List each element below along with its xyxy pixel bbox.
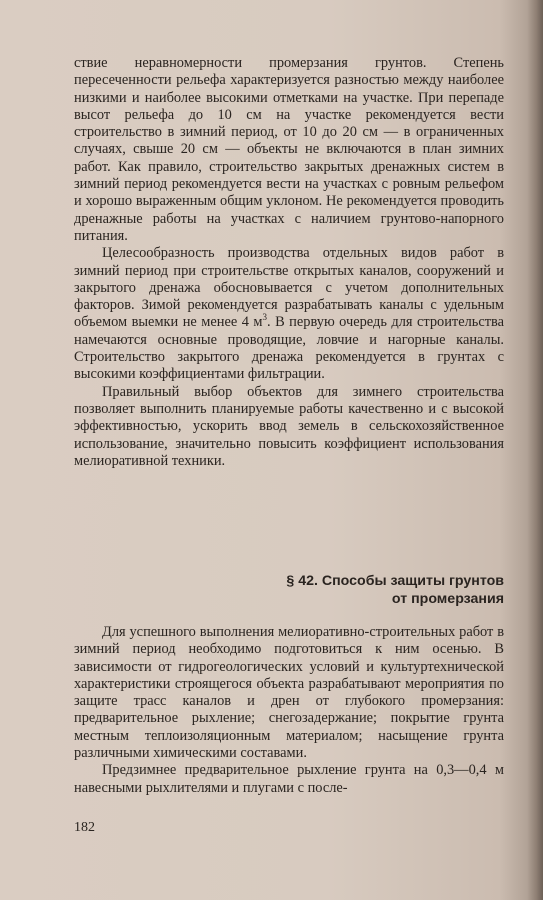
paragraph-2-part-a: Целесообразность производства отдельных видов работ в зимний период при строительстве открытых каналов, сооружений и закрытого дренажа обосновывается с учетом дополнительных факторов. Зимой рекомендуется разрабатывать каналы с удельным объемом выемки не менее 4 м [74, 245, 504, 331]
page-number: 182 [74, 820, 95, 835]
paragraph-2-part-b: . В первую очередь для строительства намечаются основные проводящие, ловчие и нагорные каналы. Строительство закрытого дренажа рекомендуется в грунтах с высокими коэффициентами фильтрации. [74, 314, 504, 383]
paragraph-5: Предзимнее предварительное рыхление грунта на 0,3—0,4 м навесными рыхлителями и плугами с после- [74, 762, 504, 796]
section-heading-line-2: от промерзания [391, 591, 504, 607]
paragraph-2 [74, 245, 504, 383]
section-heading-line-1: § 42. Способы защиты грунтов [286, 573, 504, 589]
text-block-top [74, 55, 504, 470]
paragraph-4: Для успешного выполнения мелиоративно-строительных работ в зимний период необходимо подготовиться к ним осенью. В зависимости от гидрогеологических условий и культуртехнической характеристики строящегося объекта разрабатывают мероприятия по защите трасс каналов и дрен от глубокого промерзания: предварительное рыхление; снегозадержание; покрытие грунта местным теплоизоляционным материалом; насыщение грунта различными химическими составами. [74, 624, 504, 762]
section-heading [74, 572, 504, 608]
text-block-bottom [74, 624, 504, 797]
superscript-3: 3 [262, 312, 268, 323]
paragraph-1: ствие неравномерности промерзания грунтов. Степень пересеченности рельефа характеризуется разностью между наиболее низкими и наиболее высокими отметками на участке. При перепаде высот рельефа до 10 см на участке рекомендуется вести строительство в зимний период, от 10 до 20 см — в ограниченных случаях, свыше 20 см — объекты не включаются в план зимних работ. Как правило, строительство закрытых дренажных систем в зимний период рекомендуется вести на участках с ровным рельефом и хорошо выраженным общим уклоном. Не рекомендуется проводить дренажные работы на участках с наличием грунтово-напорного питания. [74, 55, 504, 244]
paragraph-3: Правильный выбор объектов для зимнего строительства позволяет выполнить планируемые работы качественно и с высокой эффективностью, ускорить ввод земель в сельскохозяйственное использование, значительно повысить коэффициент использования мелиоративной техники. [74, 383, 504, 469]
